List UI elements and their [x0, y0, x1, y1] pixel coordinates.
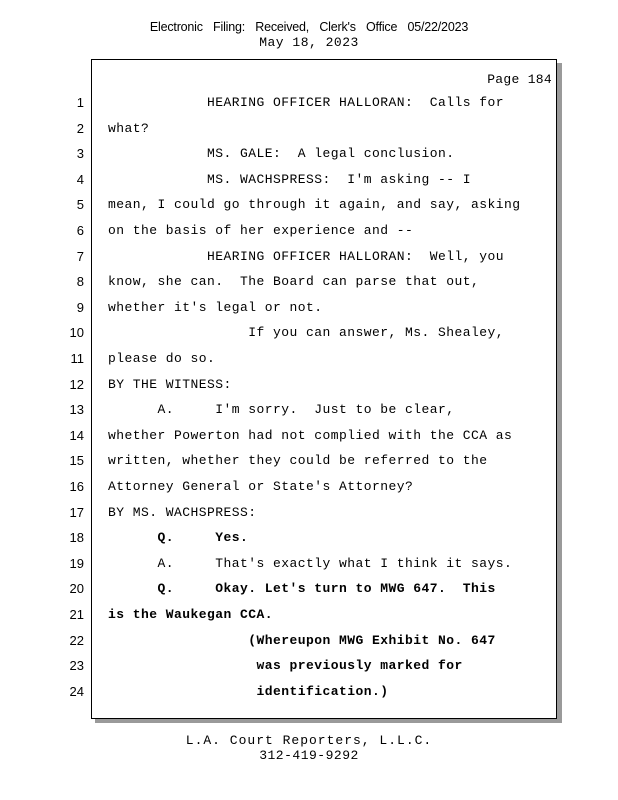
line-text: what? [108, 120, 150, 136]
line-number: 4 [76, 171, 84, 187]
footer-phone: 312-419-9292 [259, 748, 359, 763]
line-text: on the basis of her experience and -- [108, 223, 414, 238]
line-text: Q. Yes. [108, 530, 249, 546]
header-date: May 18, 2023 [259, 35, 359, 50]
transcript-line [0, 90, 618, 116]
transcript-line [0, 525, 618, 551]
transcript-line [0, 372, 618, 398]
line-text: A. That's exactly what I think it says. [108, 555, 513, 571]
line-number: 22 [69, 632, 84, 648]
line-number: 7 [76, 248, 84, 264]
transcript-line [0, 218, 618, 244]
transcript-line [0, 423, 618, 449]
line-text: written, whether they could be referred to the [108, 453, 488, 469]
line-number: 20 [69, 581, 84, 597]
line-text: MS. WACHSPRESS: I'm asking -- I [108, 171, 472, 187]
transcript-line [0, 653, 618, 679]
transcript-line [0, 474, 618, 500]
line-number: 6 [76, 223, 84, 238]
line-text: BY THE WITNESS: [108, 376, 232, 392]
line-number: 5 [76, 197, 84, 213]
line-text: Q. Okay. Let's turn to MWG 647. This [108, 581, 496, 597]
line-number: 14 [69, 427, 84, 443]
line-text: BY MS. WACHSPRESS: [108, 504, 257, 520]
line-text: please do so. [108, 351, 216, 366]
line-text: If you can answer, Ms. Shealey, [108, 325, 505, 341]
transcript-line [0, 576, 618, 602]
transcript-line [0, 269, 618, 295]
page-number: Page 184 [487, 72, 552, 87]
transcript-line [0, 295, 618, 321]
line-text: A. I'm sorry. Just to be clear, [108, 402, 455, 418]
transcript-line [0, 320, 618, 346]
transcript-line [0, 602, 618, 628]
line-number: 12 [69, 376, 84, 392]
line-text: was previously marked for [108, 658, 463, 674]
line-number: 21 [69, 607, 84, 622]
line-number: 9 [76, 299, 84, 315]
line-number: 16 [69, 479, 84, 494]
transcript-line [0, 397, 618, 423]
transcript-line [0, 244, 618, 270]
transcript-line [0, 116, 618, 142]
filing-stamp: Electronic Filing: Received, Clerk's Office 05/22/2023 [149, 20, 469, 34]
transcript-line [0, 551, 618, 577]
line-number: 19 [69, 555, 84, 571]
line-text: Attorney General or State's Attorney? [108, 479, 414, 494]
line-text: (Whereupon MWG Exhibit No. 647 [108, 632, 496, 648]
line-text: MS. GALE: A legal conclusion. [108, 146, 455, 162]
line-text: whether it's legal or not. [108, 299, 323, 315]
line-number: 17 [69, 504, 84, 520]
line-text: mean, I could go through it again, and say, asking [108, 197, 521, 213]
line-text: HEARING OFFICER HALLORAN: Well, you [108, 248, 505, 264]
line-number: 24 [69, 683, 84, 699]
transcript-line [0, 167, 618, 193]
line-number: 1 [76, 95, 84, 110]
line-number: 15 [69, 453, 84, 469]
line-number: 2 [76, 120, 84, 136]
transcript-line [0, 141, 618, 167]
line-text: is the Waukegan CCA. [108, 607, 274, 622]
transcript-line [0, 192, 618, 218]
transcript-line [0, 500, 618, 526]
line-number: 8 [76, 274, 84, 290]
transcript-line [0, 346, 618, 372]
transcript-line [0, 679, 618, 705]
line-number: 10 [69, 325, 84, 341]
line-text: know, she can. The Board can parse that out, [108, 274, 480, 290]
line-number: 3 [76, 146, 84, 162]
footer-company: L.A. Court Reporters, L.L.C. [185, 733, 433, 748]
line-number: 23 [69, 658, 84, 674]
line-number: 11 [70, 351, 84, 366]
line-text: HEARING OFFICER HALLORAN: Calls for [108, 95, 505, 110]
line-text: identification.) [108, 683, 389, 699]
line-text: whether Powerton had not complied with the CCA as [108, 427, 513, 443]
line-number: 13 [69, 402, 84, 418]
transcript-line [0, 628, 618, 654]
transcript-line [0, 448, 618, 474]
line-number: 18 [69, 530, 84, 546]
